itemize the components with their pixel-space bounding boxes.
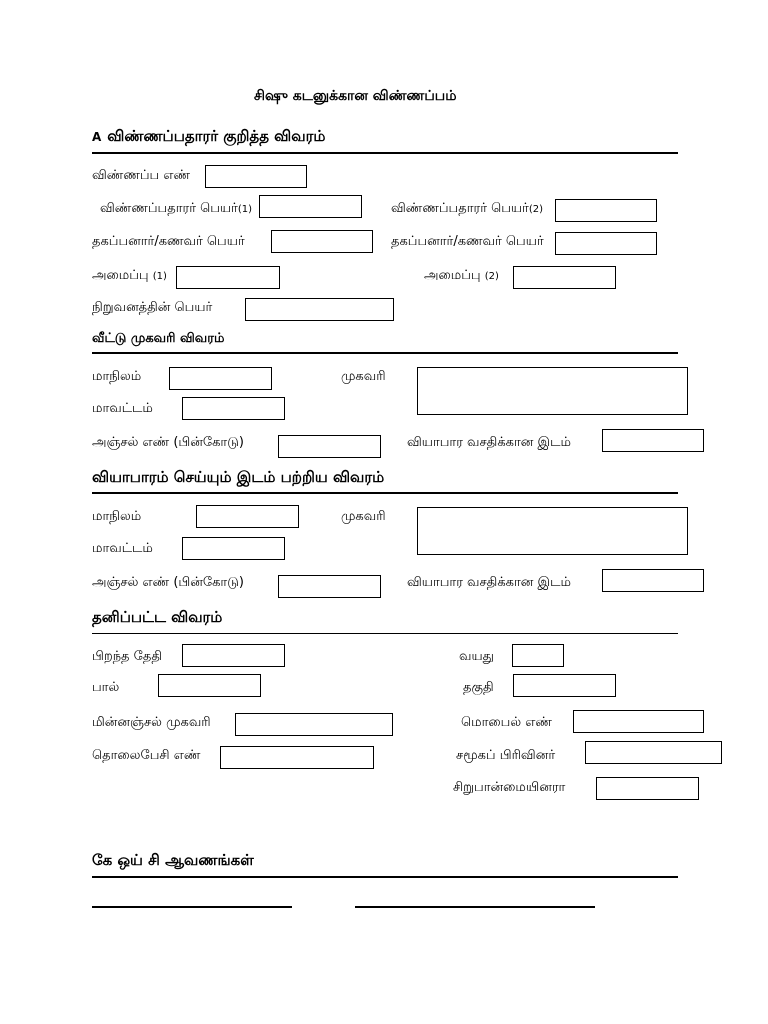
dob-field[interactable]: [182, 644, 285, 667]
mobile-field[interactable]: [573, 710, 704, 733]
section-a-heading: [92, 127, 325, 147]
business-state-label: மாநிலம்: [92, 509, 142, 524]
home-pincode-label: அஞ்சல் எண் (பின்கோடு): [92, 435, 244, 450]
home-state-label: மாநிலம்: [92, 369, 142, 384]
applicant-name-2-label: விண்ணப்பதாரர் பெயர்(2): [391, 201, 544, 216]
kyc-line-2: [355, 906, 595, 908]
applicant-name-1-num: (1): [237, 204, 253, 215]
minority-label: சிறுபான்மையினரா: [453, 780, 566, 795]
applicant-name-1-field[interactable]: [259, 195, 362, 218]
section-a-rule: [92, 152, 678, 154]
minority-field[interactable]: [596, 777, 699, 800]
business-address-heading: வியாபாரம் செய்யும் இடம் பற்றிய விவரம்: [92, 468, 385, 486]
home-address-field[interactable]: [417, 367, 688, 415]
business-address-field[interactable]: [417, 507, 688, 555]
social-category-field[interactable]: [585, 741, 722, 764]
business-district-label: மாவட்டம்: [92, 541, 153, 556]
home-district-field[interactable]: [182, 397, 285, 420]
application-no-label: விண்ணப்ப எண்: [92, 168, 191, 183]
section-a-title: விண்ணப்பதாரர் குறித்த விவரம்: [107, 127, 326, 145]
home-address-label: முகவரி: [341, 369, 386, 384]
telephone-field[interactable]: [220, 746, 374, 769]
constitution-1-num: (1): [152, 271, 167, 282]
kyc-heading: கே ஒய் சி ஆவணங்கள்: [92, 851, 254, 869]
personal-rule: [92, 633, 678, 634]
qualification-label: தகுதி: [463, 680, 494, 695]
home-address-rule: [92, 352, 678, 354]
business-pincode-label: அஞ்சல் எண் (பின்கோடு): [92, 575, 244, 590]
email-label: மின்னஞ்சல் முகவரி: [92, 715, 211, 730]
father-husband-1-field[interactable]: [271, 230, 373, 253]
firm-name-field[interactable]: [245, 298, 394, 321]
kyc-line-1: [92, 906, 292, 908]
father-husband-1-label: தகப்பனார்/கணவர் பெயர்: [92, 234, 245, 249]
qualification-field[interactable]: [513, 674, 616, 697]
home-state-field[interactable]: [169, 367, 272, 390]
social-category-label: சமூகப் பிரிவினர்: [456, 748, 556, 763]
business-state-field[interactable]: [196, 505, 299, 528]
constitution-1-label: அமைப்பு (1): [92, 268, 167, 283]
age-field[interactable]: [512, 644, 564, 667]
father-husband-2-label: தகப்பனார்/கணவர் பெயர்: [391, 234, 544, 249]
constitution-2-field[interactable]: [513, 266, 616, 289]
home-business-premises-label: வியாபார வசதிக்கான இடம்: [407, 435, 571, 450]
kyc-rule: [92, 876, 678, 878]
home-address-heading: வீட்டு முகவரி விவரம்: [92, 331, 225, 346]
firm-name-label: நிறுவனத்தின் பெயர்: [92, 300, 213, 315]
telephone-label: தொலைபேசி எண்: [92, 748, 201, 763]
applicant-name-2-field[interactable]: [555, 199, 657, 222]
gender-field[interactable]: [158, 674, 261, 697]
application-no-field[interactable]: [205, 165, 307, 188]
constitution-2-num: (2): [484, 271, 499, 282]
form-title: சிஷு கடனுக்கான விண்ணப்பம்: [254, 88, 457, 104]
personal-heading: தனிப்பட்ட விவரம்: [92, 608, 223, 626]
business-address-rule: [92, 492, 678, 494]
constitution-2-label: அமைப்பு (2): [424, 268, 499, 283]
constitution-1-field[interactable]: [176, 266, 280, 289]
business-premises-field[interactable]: [602, 569, 704, 592]
section-a-marker: A: [92, 130, 102, 144]
home-pincode-field[interactable]: [278, 435, 381, 458]
home-district-label: மாவட்டம்: [92, 401, 153, 416]
email-field[interactable]: [235, 713, 393, 736]
business-district-field[interactable]: [182, 537, 285, 560]
gender-label: பால்: [92, 680, 120, 695]
business-premises-label: வியாபார வசதிக்கான இடம்: [407, 575, 571, 590]
applicant-name-1-label: விண்ணப்பதாரர் பெயர்(1): [100, 201, 253, 216]
applicant-name-2-num: (2): [528, 204, 544, 215]
age-label: வயது: [459, 649, 494, 664]
business-pincode-field[interactable]: [278, 575, 381, 598]
business-address-label: முகவரி: [341, 509, 386, 524]
father-husband-2-field[interactable]: [555, 232, 657, 255]
mobile-label: மொபைல் எண்: [461, 715, 552, 730]
dob-label: பிறந்த தேதி: [92, 649, 162, 664]
home-business-premises-field[interactable]: [602, 429, 704, 452]
